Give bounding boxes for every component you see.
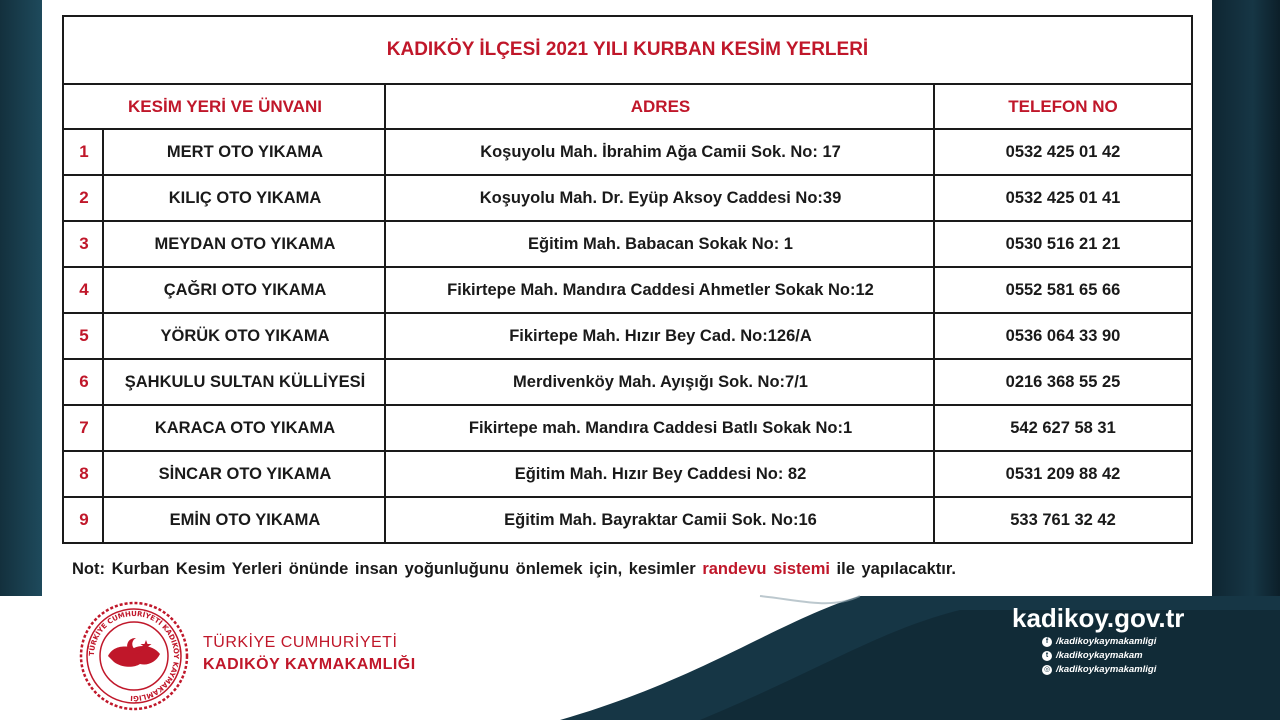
location-name: ÇAĞRI OTO YIKAMA bbox=[163, 280, 327, 299]
location-name: EMİN OTO YIKAMA bbox=[169, 510, 321, 529]
location-address: Eğitim Mah. Babacan Sokak No: 1 bbox=[528, 234, 793, 253]
twitter-icon: t bbox=[1042, 651, 1052, 661]
location-name: KILIÇ OTO YIKAMA bbox=[168, 188, 322, 207]
website-link[interactable]: kadikoy.gov.tr bbox=[1012, 603, 1185, 633]
location-address: Koşuyolu Mah. İbrahim Ağa Camii Sok. No: 17 bbox=[480, 142, 841, 161]
location-name: MEYDAN OTO YIKAMA bbox=[154, 234, 336, 253]
column-divider bbox=[933, 85, 935, 542]
org-line1: TÜRKİYE CUMHURİYETİ bbox=[203, 634, 398, 651]
table-row bbox=[64, 452, 1191, 498]
table-row bbox=[64, 222, 1191, 268]
location-name: MERT OTO YIKAMA bbox=[166, 142, 324, 161]
location-phone: 0536 064 33 90 bbox=[1005, 326, 1121, 345]
left-decorative-strip bbox=[0, 0, 42, 596]
location-phone: 0530 516 21 21 bbox=[1005, 234, 1121, 253]
location-phone: 0531 209 88 42 bbox=[1005, 464, 1121, 483]
table-title: KADIKÖY İLÇESİ 2021 YILI KURBAN KESİM YERLERİ bbox=[64, 17, 1191, 85]
location-address: Merdivenköy Mah. Ayışığı Sok. No:7/1 bbox=[513, 372, 808, 391]
location-phone: 542 627 58 31 bbox=[1010, 418, 1116, 437]
header-name: KESİM YERİ VE ÜNVANI bbox=[128, 96, 322, 116]
table-row bbox=[64, 314, 1191, 360]
location-phone: 0552 581 65 66 bbox=[1005, 280, 1121, 299]
header-address: ADRES bbox=[630, 96, 691, 116]
row-number: 1 bbox=[79, 142, 89, 161]
number-column-divider bbox=[102, 130, 104, 542]
social-handle: /kadikoykaymakam bbox=[1056, 650, 1143, 661]
location-phone: 533 761 32 42 bbox=[1010, 510, 1116, 529]
location-phone: 0216 368 55 25 bbox=[1005, 372, 1121, 391]
location-address: Koşuyolu Mah. Dr. Eyüp Aksoy Caddesi No:39 bbox=[479, 188, 842, 207]
right-decorative-panel bbox=[1212, 0, 1280, 596]
social-twitter[interactable] bbox=[1042, 650, 1143, 661]
table-row bbox=[64, 498, 1191, 542]
table-header-row bbox=[64, 85, 1191, 130]
row-number: 9 bbox=[79, 510, 89, 529]
location-name: ŞAHKULU SULTAN KÜLLİYESİ bbox=[124, 372, 366, 391]
social-handle: /kadikoykaymakamligi bbox=[1056, 664, 1157, 675]
location-name: SİNCAR OTO YIKAMA bbox=[158, 464, 332, 483]
location-address: Eğitim Mah. Bayraktar Camii Sok. No:16 bbox=[504, 510, 817, 529]
header-phone: TELEFON NO bbox=[1008, 96, 1118, 116]
kaymakamlik-seal-icon bbox=[78, 600, 190, 712]
row-number: 8 bbox=[79, 464, 89, 483]
location-phone: 0532 425 01 41 bbox=[1005, 188, 1121, 207]
slaughter-locations-table bbox=[62, 15, 1193, 544]
location-name: YÖRÜK OTO YIKAMA bbox=[160, 326, 330, 345]
instagram-icon: ◎ bbox=[1043, 665, 1051, 673]
row-number: 3 bbox=[79, 234, 89, 253]
row-number: 4 bbox=[79, 280, 89, 299]
column-divider bbox=[384, 85, 386, 542]
note-highlight: randevu sistemi bbox=[702, 560, 830, 578]
row-number: 7 bbox=[79, 418, 89, 437]
facebook-icon: f bbox=[1042, 637, 1052, 647]
row-number: 5 bbox=[79, 326, 89, 345]
location-address: Fikirtepe Mah. Mandıra Caddesi Ahmetler Sokak No:12 bbox=[447, 280, 874, 299]
social-instagram[interactable] bbox=[1042, 664, 1156, 675]
svg-text:TÜRKİYE CUMHURİYETİ KADIKÖY KA: TÜRKİYE CUMHURİYETİ KADIKÖY KAYMAKAMLIĞI bbox=[87, 609, 181, 703]
note-suffix: ile yapılacaktır. bbox=[829, 560, 956, 578]
location-address: Fikirtepe Mah. Hızır Bey Cad. No:126/A bbox=[509, 326, 812, 345]
table-row bbox=[64, 406, 1191, 452]
org-line2: KADIKÖY KAYMAKAMLIĞI bbox=[203, 656, 416, 673]
row-number: 6 bbox=[79, 372, 89, 391]
table-row bbox=[64, 176, 1191, 222]
row-number: 2 bbox=[79, 188, 89, 207]
location-address: Fikirtepe mah. Mandıra Caddesi Batlı Sokak No:1 bbox=[468, 418, 853, 437]
social-handle: /kadikoykaymakamligi bbox=[1056, 636, 1157, 647]
location-name: KARACA OTO YIKAMA bbox=[154, 418, 336, 437]
note-prefix: Not: Kurban Kesim Yerleri önünde insan yoğunluğunu önlemek için, kesimler bbox=[72, 560, 703, 578]
location-address: Eğitim Mah. Hızır Bey Caddesi No: 82 bbox=[514, 464, 807, 483]
table-row bbox=[64, 360, 1191, 406]
location-phone: 0532 425 01 42 bbox=[1005, 142, 1121, 161]
table-row bbox=[64, 130, 1191, 176]
social-facebook[interactable] bbox=[1042, 636, 1156, 647]
table-row bbox=[64, 268, 1191, 314]
